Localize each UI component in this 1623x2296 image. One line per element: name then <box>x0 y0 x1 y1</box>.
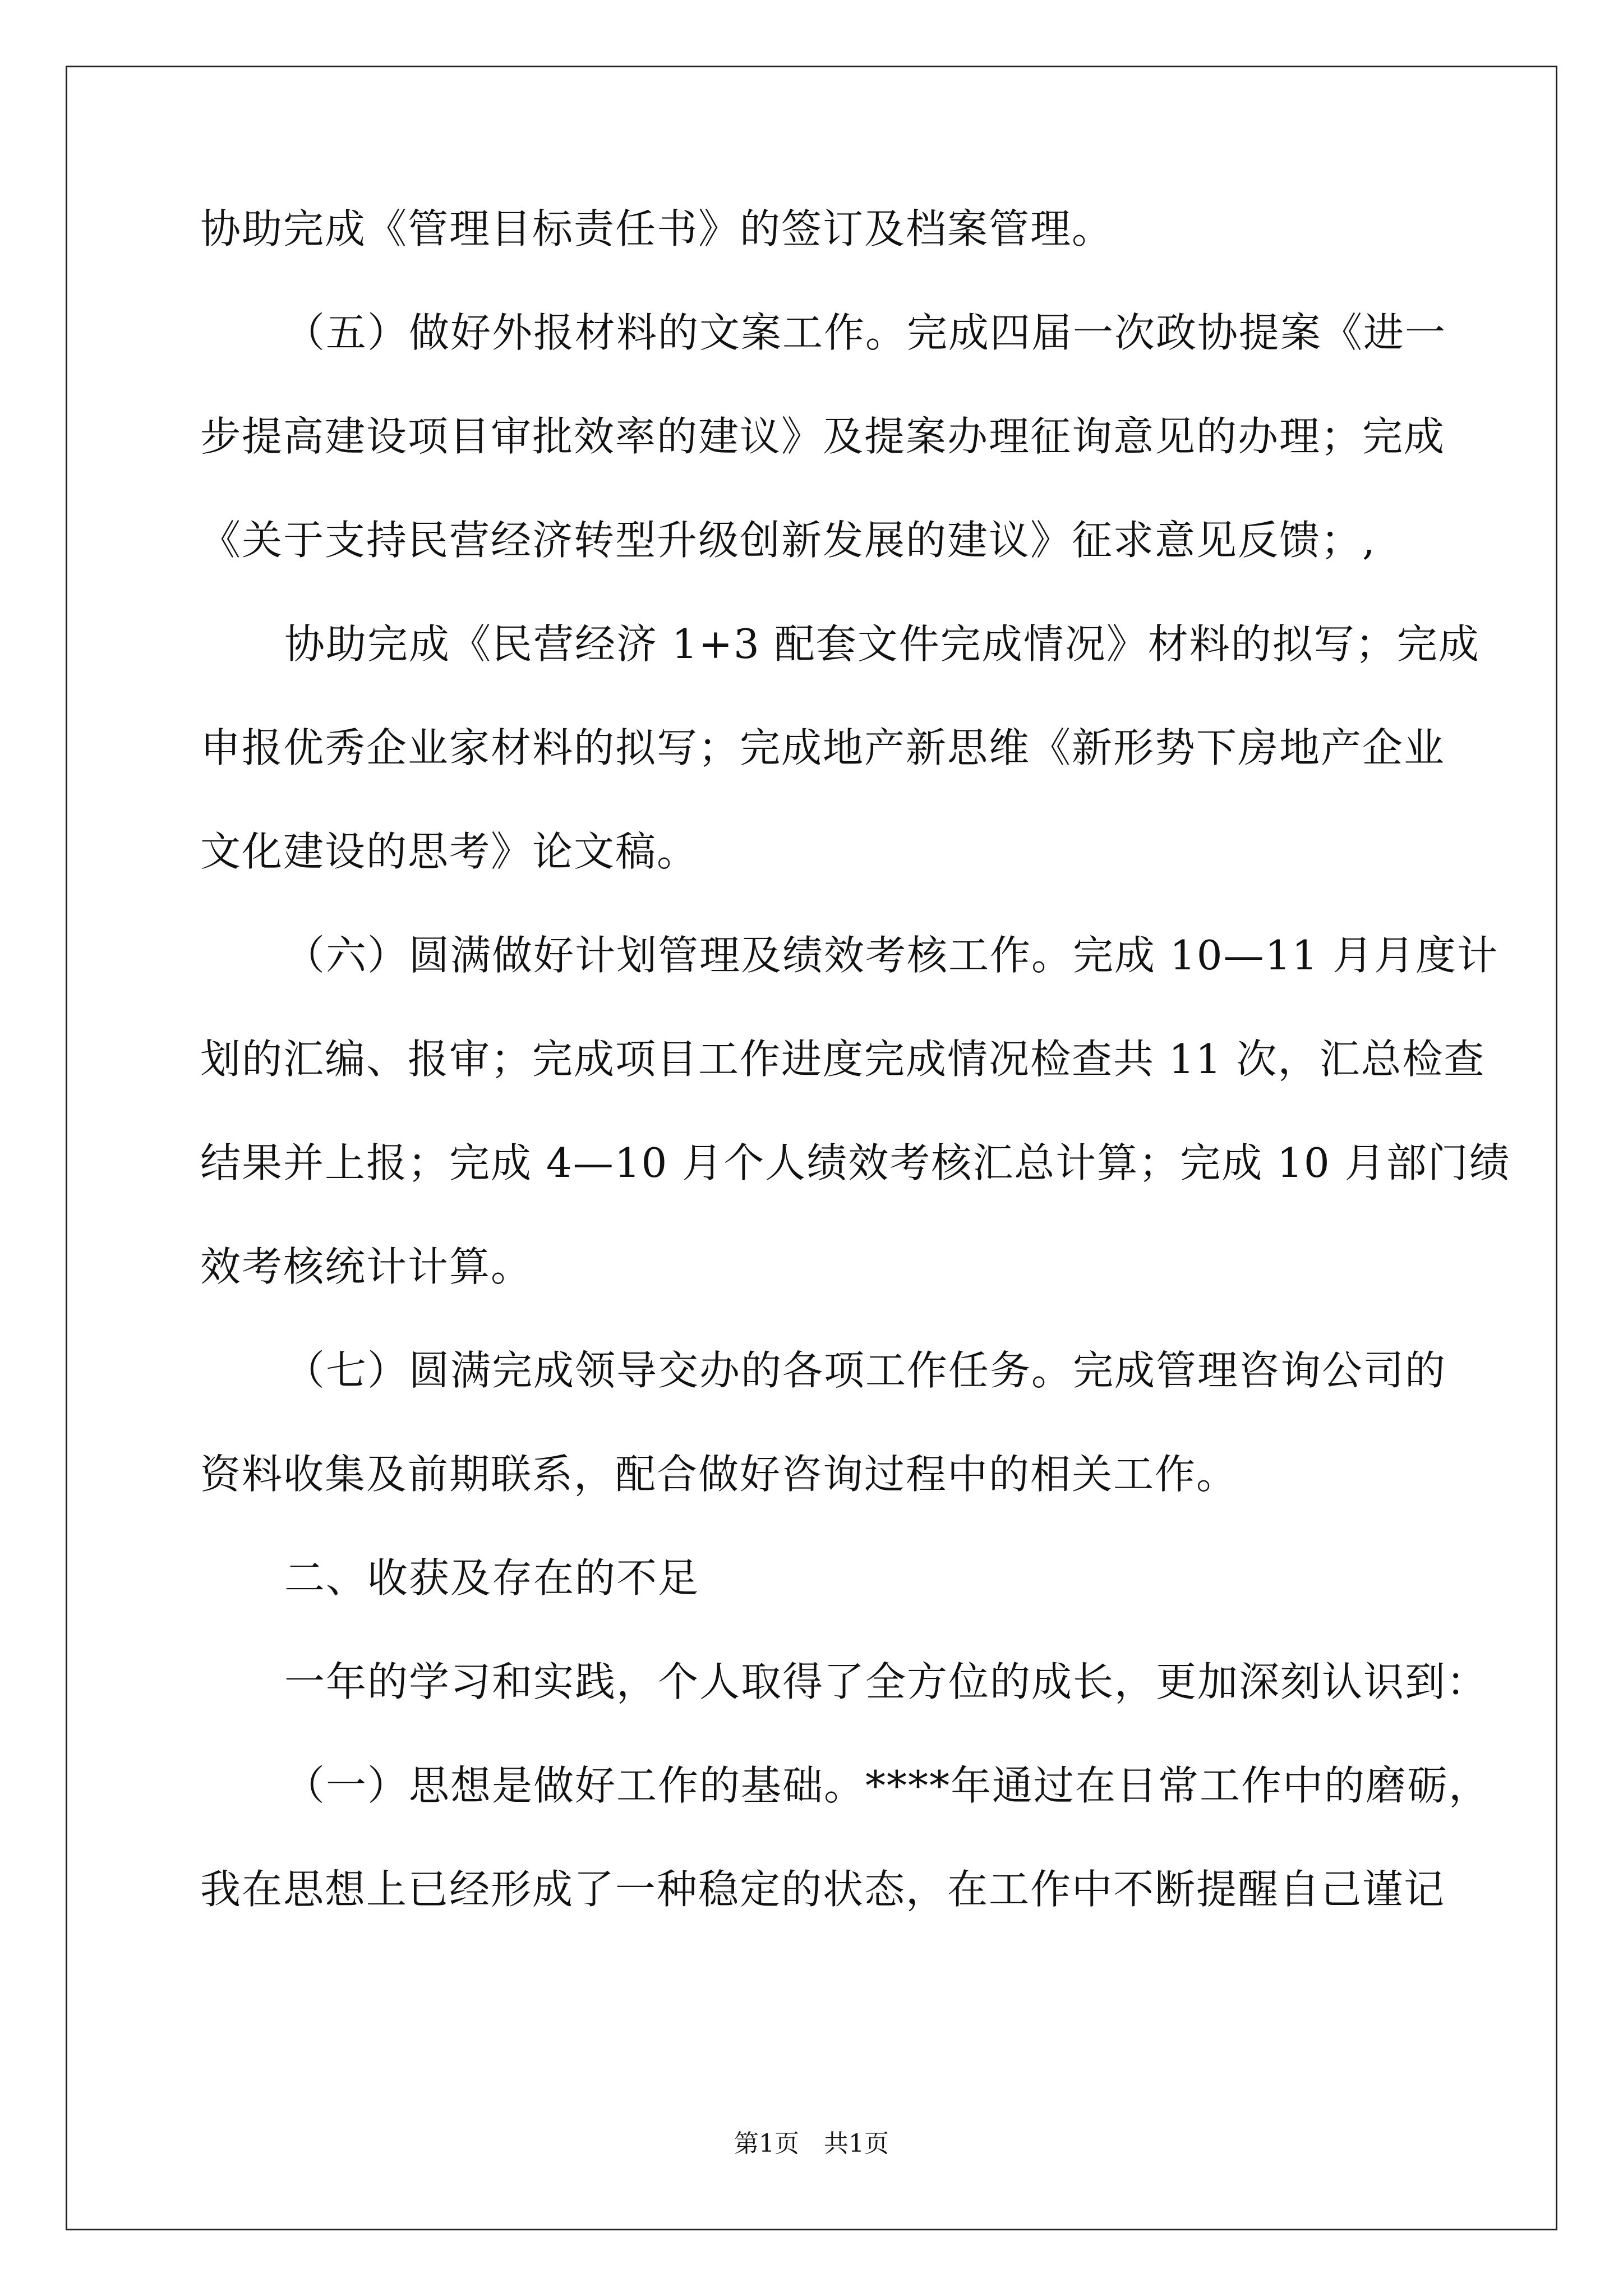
text-line: 资料收集及前期联系，配合做好咨询过程中的相关工作。 <box>200 1451 1238 1498</box>
text-line: 我在思想上已经形成了一种稳定的状态，在工作中不断提醒自己谨记 <box>200 1866 1446 1913</box>
text-line: 文化建设的思考》论文稿。 <box>200 828 699 875</box>
text-line: 划的汇编、报审；完成项目工作进度完成情况检查共 11 次，汇总检查 <box>200 1036 1486 1083</box>
paragraph-start-line: （五）做好外报材料的文案工作。完成四届一次政协提案《进一 <box>284 309 1447 356</box>
text-line: 申报优秀企业家材料的拟写；完成地产新思维《新形势下房地产企业 <box>200 724 1446 771</box>
paragraph-start-line: （一）思想是做好工作的基础。****年通过在日常工作中的磨砺， <box>284 1762 1491 1809</box>
paragraph-start-line: （七）圆满完成领导交办的各项工作任务。完成管理咨询公司的 <box>284 1347 1447 1394</box>
paragraph-start-line: 协助完成《民营经济 1+3 配套文件完成情况》材料的拟写；完成 <box>284 620 1480 668</box>
text-line: 步提高建设项目审批效率的建议》及提案办理征询意见的办理；完成 <box>200 413 1446 460</box>
section-heading: 二、收获及存在的不足 <box>284 1554 700 1602</box>
paragraph-start-line: 一年的学习和实践，个人取得了全方位的成长，更加深刻认识到： <box>284 1658 1488 1705</box>
paragraph-start-line: （六）圆满做好计划管理及绩效考核工作。完成 10—11 月月度计 <box>284 932 1499 979</box>
text-line: 协助完成《管理目标责任书》的签订及档案管理。 <box>200 205 1114 252</box>
text-line: 结果并上报；完成 4—10 月个人绩效考核汇总计算；完成 10 月部门绩 <box>200 1139 1511 1186</box>
page-number-footer: 第1页 共1页 <box>734 2129 889 2158</box>
text-line: 《关于支持民营经济转型升级创新发展的建议》征求意见反馈；, <box>200 517 1376 564</box>
text-line: 效考核统计计算。 <box>200 1243 533 1290</box>
